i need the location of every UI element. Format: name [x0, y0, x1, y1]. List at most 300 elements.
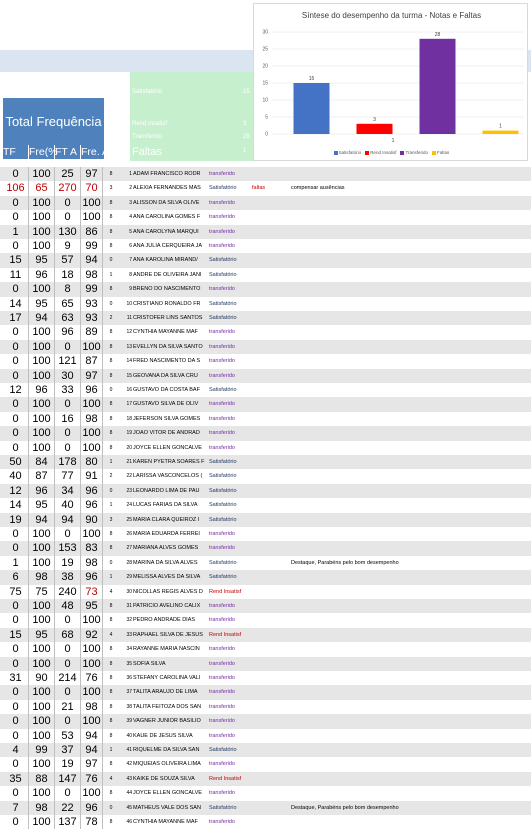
performance-chart[interactable]: [253, 3, 528, 161]
cell-frea[interactable]: 100: [81, 196, 103, 210]
table-row[interactable]: [0, 671, 531, 685]
cell-note[interactable]: [291, 412, 521, 426]
table-row[interactable]: [0, 801, 531, 815]
cell-extra[interactable]: [252, 685, 282, 699]
cell-number[interactable]: 24: [126, 502, 132, 509]
cell-tf[interactable]: 0: [3, 426, 29, 440]
table-row[interactable]: [0, 282, 531, 296]
cell-ft[interactable]: 147: [55, 772, 81, 786]
cell-ft[interactable]: 22: [55, 801, 81, 815]
cell-fre[interactable]: 96: [29, 383, 55, 397]
cell-note[interactable]: [291, 786, 521, 800]
cell-status[interactable]: transferido: [209, 415, 235, 422]
cell-student-name[interactable]: MIQUEIAS OLIVEIRA LIMA: [133, 761, 201, 768]
cell-student-name[interactable]: CYNTHIA MAYANNE MAF: [133, 819, 198, 825]
cell-tf[interactable]: 12: [3, 383, 29, 397]
cell-ft[interactable]: 130: [55, 225, 81, 239]
cell-note[interactable]: [291, 455, 521, 469]
cell-ft[interactable]: 0: [55, 714, 81, 728]
cell-extra[interactable]: [252, 167, 282, 181]
cell-note[interactable]: [291, 340, 521, 354]
cell-frea[interactable]: 78: [81, 815, 103, 829]
cell-status[interactable]: transferido: [209, 718, 235, 725]
cell-ft[interactable]: 33: [55, 383, 81, 397]
table-row[interactable]: [0, 613, 531, 627]
table-row[interactable]: [0, 397, 531, 411]
cell-fre[interactable]: 100: [29, 729, 55, 743]
cell-note[interactable]: [291, 354, 521, 368]
cell-student-name[interactable]: MELISSA ALVES DA SILVA: [133, 574, 201, 581]
cell-group[interactable]: 8: [109, 603, 113, 609]
cell-extra[interactable]: [252, 268, 282, 282]
cell-group[interactable]: 8: [109, 228, 113, 235]
cell-note[interactable]: [291, 671, 521, 685]
cell-frea[interactable]: 83: [81, 541, 103, 555]
cell-frea[interactable]: 92: [81, 628, 103, 642]
cell-frea[interactable]: 100: [81, 210, 103, 224]
cell-note[interactable]: [291, 685, 521, 699]
table-row[interactable]: [0, 239, 531, 253]
cell-number[interactable]: 5: [129, 228, 132, 235]
cell-note[interactable]: [291, 239, 521, 253]
cell-status[interactable]: transferido: [209, 286, 235, 293]
cell-frea[interactable]: 100: [81, 613, 103, 627]
cell-number[interactable]: 44: [126, 790, 132, 797]
cell-frea[interactable]: 100: [81, 642, 103, 656]
cell-group[interactable]: 8: [109, 545, 113, 552]
cell-number[interactable]: 31: [126, 603, 132, 609]
cell-number[interactable]: 43: [126, 775, 132, 782]
cell-status[interactable]: Satisfatório: [209, 804, 237, 811]
cell-ft[interactable]: 68: [55, 628, 81, 642]
cell-extra[interactable]: [252, 469, 282, 483]
cell-student-name[interactable]: CYNTHIA MAYANNE MAF: [133, 329, 198, 336]
cell-group[interactable]: 8: [109, 675, 113, 681]
cell-student-name[interactable]: PATRICIO AVELINO CALIX: [133, 603, 201, 609]
cell-extra[interactable]: [252, 714, 282, 728]
cell-ft[interactable]: 0: [55, 613, 81, 627]
cell-tf[interactable]: 50: [3, 455, 29, 469]
cell-status[interactable]: transferido: [209, 243, 235, 249]
cell-student-name[interactable]: RIQUELME DA SILVA SAN: [133, 747, 200, 753]
cell-fre[interactable]: 100: [29, 239, 55, 253]
cell-extra[interactable]: [252, 325, 282, 339]
cell-ft[interactable]: 63: [55, 311, 81, 325]
cell-note[interactable]: [291, 772, 521, 786]
table-row[interactable]: [0, 469, 531, 483]
cell-note[interactable]: [291, 325, 521, 339]
cell-status[interactable]: Rend Insatisf: [209, 588, 242, 595]
cell-status[interactable]: Satisfatório: [209, 185, 237, 192]
cell-student-name[interactable]: ALISSON DA SILVA OLIVE: [133, 199, 200, 206]
cell-tf[interactable]: 0: [3, 282, 29, 296]
cell-student-name[interactable]: KAIKE DE SOUZA SILVA: [133, 775, 195, 782]
cell-status[interactable]: Satisfatório: [209, 300, 237, 307]
cell-frea[interactable]: 97: [81, 369, 103, 383]
table-row[interactable]: [0, 210, 531, 224]
cell-number[interactable]: 1: [129, 171, 132, 177]
cell-fre[interactable]: 100: [29, 325, 55, 339]
cell-status[interactable]: transferido: [209, 617, 235, 624]
cell-tf[interactable]: 0: [3, 354, 29, 368]
table-row[interactable]: [0, 225, 531, 239]
cell-group[interactable]: 1: [109, 747, 113, 753]
table-row[interactable]: [0, 714, 531, 728]
table-row[interactable]: [0, 196, 531, 210]
cell-student-name[interactable]: TALITA FEITOZA DOS SAN: [133, 703, 202, 710]
cell-fre[interactable]: 99: [29, 743, 55, 757]
cell-number[interactable]: 9: [129, 286, 132, 293]
cell-extra[interactable]: [252, 541, 282, 555]
cell-frea[interactable]: 100: [81, 657, 103, 671]
cell-status[interactable]: transferido: [209, 343, 235, 350]
cell-group[interactable]: 0: [109, 804, 113, 811]
cell-number[interactable]: 3: [129, 199, 132, 206]
cell-ft[interactable]: 0: [55, 786, 81, 800]
cell-status[interactable]: Satisfatório: [209, 574, 237, 581]
cell-frea[interactable]: 100: [81, 426, 103, 440]
cell-fre[interactable]: 65: [29, 181, 55, 195]
cell-status[interactable]: Satisfatório: [209, 315, 237, 321]
cell-status[interactable]: Rend Insatisf: [209, 775, 242, 782]
cell-student-name[interactable]: ADAM FRANCISCO RODR: [133, 171, 201, 177]
cell-tf[interactable]: 75: [3, 585, 29, 599]
cell-tf[interactable]: 17: [3, 311, 29, 325]
cell-number[interactable]: 20: [126, 444, 132, 451]
cell-frea[interactable]: 99: [81, 239, 103, 253]
cell-student-name[interactable]: PEDRO ANDRADE DIAS: [133, 617, 196, 624]
cell-extra[interactable]: [252, 354, 282, 368]
cell-student-name[interactable]: FRED NASCIMENTO DA S: [133, 358, 201, 365]
cell-status[interactable]: Satisfatório: [209, 257, 237, 264]
cell-student-name[interactable]: MARINA DA SILVA ALVES: [133, 559, 198, 566]
cell-note[interactable]: [291, 498, 521, 512]
cell-number[interactable]: 7: [129, 257, 132, 264]
table-row[interactable]: [0, 541, 531, 555]
cell-fre[interactable]: 100: [29, 412, 55, 426]
cell-note[interactable]: [291, 225, 521, 239]
cell-status[interactable]: transferido: [209, 660, 235, 667]
cell-number[interactable]: 34: [126, 646, 132, 653]
cell-ft[interactable]: 25: [55, 167, 81, 181]
cell-note[interactable]: [291, 441, 521, 455]
table-row[interactable]: [0, 441, 531, 455]
table-row[interactable]: [0, 253, 531, 267]
cell-student-name[interactable]: MARIA EDUARDA FERREI: [133, 531, 200, 537]
cell-status[interactable]: transferido: [209, 761, 235, 768]
cell-number[interactable]: 18: [126, 415, 132, 422]
cell-extra[interactable]: [252, 599, 282, 613]
cell-note[interactable]: [291, 484, 521, 498]
cell-tf[interactable]: 0: [3, 700, 29, 714]
cell-tf[interactable]: 11: [3, 268, 29, 282]
cell-fre[interactable]: 95: [29, 297, 55, 311]
cell-extra[interactable]: [252, 397, 282, 411]
cell-note[interactable]: [291, 714, 521, 728]
cell-student-name[interactable]: LUCAS FARIAS DA SILVA: [133, 502, 198, 509]
cell-frea[interactable]: 87: [81, 354, 103, 368]
cell-note[interactable]: [291, 527, 521, 541]
cell-frea[interactable]: 95: [81, 599, 103, 613]
cell-extra[interactable]: [252, 210, 282, 224]
table-row[interactable]: [0, 412, 531, 426]
cell-group[interactable]: 8: [109, 444, 113, 451]
cell-number[interactable]: 2: [129, 185, 132, 192]
table-row[interactable]: [0, 700, 531, 714]
cell-number[interactable]: 32: [126, 617, 132, 624]
cell-extra[interactable]: [252, 297, 282, 311]
cell-frea[interactable]: 93: [81, 297, 103, 311]
cell-note[interactable]: [291, 541, 521, 555]
cell-fre[interactable]: 90: [29, 671, 55, 685]
cell-extra[interactable]: [252, 196, 282, 210]
cell-student-name[interactable]: KAREN PYETRA SOARES F: [133, 459, 205, 465]
table-row[interactable]: [0, 340, 531, 354]
cell-ft[interactable]: 21: [55, 700, 81, 714]
cell-group[interactable]: 8: [109, 343, 113, 350]
cell-student-name[interactable]: CRISTOFER LINS SANTOS: [133, 315, 203, 321]
cell-student-name[interactable]: GUSTAVO SILVA DE OLIV: [133, 401, 199, 408]
cell-frea[interactable]: 100: [81, 786, 103, 800]
cell-number[interactable]: 27: [126, 545, 132, 552]
cell-number[interactable]: 25: [126, 516, 132, 523]
cell-tf[interactable]: 35: [3, 772, 29, 786]
cell-number[interactable]: 22: [126, 473, 132, 480]
cell-extra[interactable]: [252, 484, 282, 498]
cell-fre[interactable]: 94: [29, 311, 55, 325]
cell-status[interactable]: transferido: [209, 531, 235, 537]
cell-fre[interactable]: 100: [29, 700, 55, 714]
cell-status[interactable]: transferido: [209, 819, 235, 825]
cell-group[interactable]: 8: [109, 819, 113, 825]
cell-extra[interactable]: [252, 815, 282, 829]
cell-tf[interactable]: 0: [3, 441, 29, 455]
cell-number[interactable]: 40: [126, 732, 132, 739]
cell-frea[interactable]: 76: [81, 671, 103, 685]
cell-tf[interactable]: 106: [3, 181, 29, 195]
cell-status[interactable]: Satisfatório: [209, 516, 237, 523]
cell-extra[interactable]: [252, 729, 282, 743]
table-row[interactable]: [0, 657, 531, 671]
cell-extra[interactable]: [252, 340, 282, 354]
cell-student-name[interactable]: GEOVANA DA SILVA CRU: [133, 372, 198, 379]
cell-group[interactable]: 8: [109, 199, 113, 206]
cell-extra[interactable]: [252, 657, 282, 671]
cell-frea[interactable]: 98: [81, 700, 103, 714]
table-row[interactable]: [0, 772, 531, 786]
cell-ft[interactable]: 96: [55, 325, 81, 339]
cell-extra[interactable]: [252, 513, 282, 527]
cell-fre[interactable]: 100: [29, 685, 55, 699]
cell-group[interactable]: 1: [109, 574, 113, 581]
cell-group[interactable]: 3: [109, 185, 113, 192]
cell-number[interactable]: 29: [126, 574, 132, 581]
cell-number[interactable]: 45: [126, 804, 132, 811]
cell-tf[interactable]: 0: [3, 239, 29, 253]
cell-extra[interactable]: [252, 253, 282, 267]
cell-note[interactable]: [291, 297, 521, 311]
cell-frea[interactable]: 97: [81, 757, 103, 771]
cell-number[interactable]: 14: [126, 358, 132, 365]
cell-student-name[interactable]: ANA KAROLINA MIRAND/: [133, 257, 198, 264]
table-row[interactable]: [0, 556, 531, 570]
table-row[interactable]: [0, 426, 531, 440]
cell-status[interactable]: transferido: [209, 689, 235, 696]
cell-status[interactable]: transferido: [209, 171, 235, 177]
cell-frea[interactable]: 100: [81, 714, 103, 728]
cell-tf[interactable]: 15: [3, 628, 29, 642]
cell-fre[interactable]: 100: [29, 441, 55, 455]
cell-fre[interactable]: 100: [29, 167, 55, 181]
cell-note[interactable]: [291, 397, 521, 411]
cell-ft[interactable]: 57: [55, 253, 81, 267]
table-row[interactable]: [0, 498, 531, 512]
cell-frea[interactable]: 89: [81, 325, 103, 339]
cell-note[interactable]: [291, 585, 521, 599]
cell-fre[interactable]: 75: [29, 585, 55, 599]
cell-fre[interactable]: 88: [29, 772, 55, 786]
cell-note[interactable]: [291, 196, 521, 210]
cell-fre[interactable]: 100: [29, 613, 55, 627]
cell-number[interactable]: 37: [126, 689, 132, 696]
cell-extra[interactable]: [252, 441, 282, 455]
cell-fre[interactable]: 100: [29, 369, 55, 383]
cell-tf[interactable]: 0: [3, 412, 29, 426]
cell-ft[interactable]: 0: [55, 397, 81, 411]
cell-ft[interactable]: 37: [55, 743, 81, 757]
cell-status[interactable]: transferido: [209, 675, 235, 681]
cell-tf[interactable]: 7: [3, 801, 29, 815]
cell-number[interactable]: 33: [126, 631, 132, 638]
cell-number[interactable]: 30: [126, 588, 132, 595]
cell-note[interactable]: [291, 210, 521, 224]
cell-group[interactable]: 3: [109, 516, 113, 523]
cell-extra[interactable]: [252, 570, 282, 584]
cell-tf[interactable]: 40: [3, 469, 29, 483]
cell-number[interactable]: 41: [126, 747, 132, 753]
cell-student-name[interactable]: TALITA ARAUJO DE LIMA: [133, 689, 198, 696]
cell-number[interactable]: 6: [129, 243, 132, 249]
cell-number[interactable]: 46: [126, 819, 132, 825]
cell-tf[interactable]: 0: [3, 397, 29, 411]
cell-extra[interactable]: [252, 642, 282, 656]
cell-note[interactable]: [291, 570, 521, 584]
cell-frea[interactable]: 76: [81, 772, 103, 786]
cell-extra[interactable]: [252, 801, 282, 815]
cell-frea[interactable]: 96: [81, 484, 103, 498]
cell-group[interactable]: 2: [109, 473, 113, 480]
cell-fre[interactable]: 100: [29, 340, 55, 354]
cell-frea[interactable]: 91: [81, 469, 103, 483]
cell-note[interactable]: [291, 815, 521, 829]
cell-group[interactable]: 1: [109, 271, 113, 278]
cell-status[interactable]: transferido: [209, 444, 235, 451]
cell-note[interactable]: [291, 167, 521, 181]
cell-student-name[interactable]: ANDRE DE OLIVEIRA JANI: [133, 271, 202, 278]
cell-group[interactable]: 2: [109, 315, 113, 321]
cell-frea[interactable]: 97: [81, 167, 103, 181]
cell-student-name[interactable]: ANA CAROLYNA MARQUI: [133, 228, 199, 235]
cell-group[interactable]: 8: [109, 617, 113, 624]
cell-student-name[interactable]: NICOLLAS REGIS ALVES D: [133, 588, 203, 595]
cell-ft[interactable]: 19: [55, 757, 81, 771]
cell-number[interactable]: 12: [126, 329, 132, 336]
cell-note[interactable]: [291, 383, 521, 397]
cell-fre[interactable]: 100: [29, 541, 55, 555]
cell-fre[interactable]: 96: [29, 268, 55, 282]
cell-group[interactable]: 8: [109, 286, 113, 293]
table-row[interactable]: [0, 642, 531, 656]
cell-student-name[interactable]: GUSTAVO DA COSTA BAF: [133, 387, 200, 393]
cell-ft[interactable]: 94: [55, 513, 81, 527]
cell-extra[interactable]: [252, 628, 282, 642]
cell-ft[interactable]: 178: [55, 455, 81, 469]
cell-ft[interactable]: 240: [55, 585, 81, 599]
cell-group[interactable]: 8: [109, 689, 113, 696]
cell-ft[interactable]: 77: [55, 469, 81, 483]
cell-number[interactable]: 11: [126, 315, 132, 321]
cell-status[interactable]: Satisfatório: [209, 387, 237, 393]
cell-fre[interactable]: 100: [29, 556, 55, 570]
table-row[interactable]: [0, 570, 531, 584]
cell-status[interactable]: transferido: [209, 646, 235, 653]
cell-extra[interactable]: [252, 613, 282, 627]
table-row[interactable]: [0, 757, 531, 771]
cell-extra[interactable]: [252, 225, 282, 239]
cell-frea[interactable]: 94: [81, 729, 103, 743]
cell-ft[interactable]: 137: [55, 815, 81, 829]
cell-group[interactable]: 8: [109, 415, 113, 422]
cell-student-name[interactable]: KAUE DE JESUS SILVA: [133, 732, 193, 739]
cell-group[interactable]: 8: [109, 646, 113, 653]
cell-ft[interactable]: 19: [55, 556, 81, 570]
cell-extra[interactable]: [252, 757, 282, 771]
table-row[interactable]: [0, 743, 531, 757]
cell-note[interactable]: [291, 613, 521, 627]
cell-ft[interactable]: 0: [55, 685, 81, 699]
cell-note[interactable]: [291, 743, 521, 757]
cell-group[interactable]: 8: [109, 761, 113, 768]
cell-extra[interactable]: [252, 426, 282, 440]
cell-student-name[interactable]: ANA JULIA CERQUEIRA JA: [133, 243, 203, 249]
cell-ft[interactable]: 16: [55, 412, 81, 426]
cell-group[interactable]: 4: [109, 775, 113, 782]
cell-group[interactable]: 8: [109, 214, 113, 221]
cell-tf[interactable]: 0: [3, 541, 29, 555]
cell-note[interactable]: [291, 253, 521, 267]
cell-ft[interactable]: 0: [55, 441, 81, 455]
cell-number[interactable]: 19: [126, 430, 132, 437]
cell-status[interactable]: Satisfatório: [209, 502, 237, 509]
table-row[interactable]: [0, 167, 531, 181]
cell-frea[interactable]: 98: [81, 556, 103, 570]
cell-frea[interactable]: 70: [81, 181, 103, 195]
cell-ft[interactable]: 0: [55, 527, 81, 541]
cell-frea[interactable]: 73: [81, 585, 103, 599]
cell-student-name[interactable]: ANA CAROLINA GOMES F: [133, 214, 201, 221]
cell-extra[interactable]: [252, 671, 282, 685]
cell-note[interactable]: [291, 599, 521, 613]
cell-extra[interactable]: [252, 455, 282, 469]
cell-ft[interactable]: 34: [55, 484, 81, 498]
cell-group[interactable]: 8: [109, 430, 113, 437]
cell-student-name[interactable]: CRISTIANO RONALDO FR: [133, 300, 201, 307]
cell-status[interactable]: transferido: [209, 199, 235, 206]
cell-status[interactable]: Satisfatório: [209, 487, 237, 494]
cell-status[interactable]: transferido: [209, 358, 235, 365]
cell-fre[interactable]: 98: [29, 570, 55, 584]
cell-tf[interactable]: 15: [3, 253, 29, 267]
